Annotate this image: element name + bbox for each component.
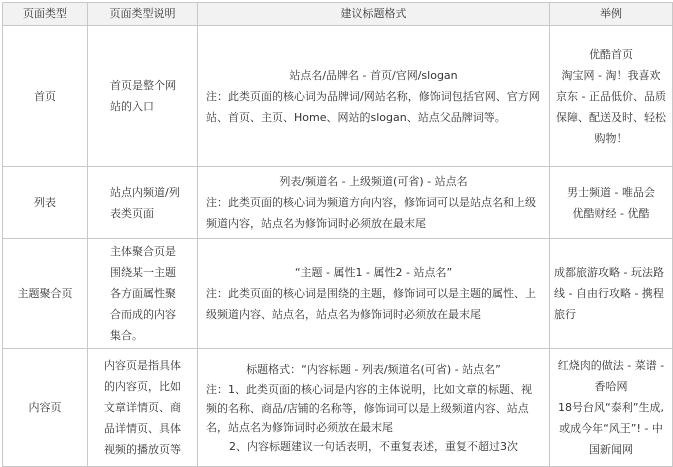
title-format-table [2, 2, 673, 467]
format-line: 标题格式：“内容标题 - 列表/频道名(可省) - 站点名” [246, 363, 501, 376]
format-note: 注：此类页面的核心词是围绕的主题，修饰词可以是主题的属性、上级频道内容、站点名，站点名为修饰词时必须放在最末尾 [206, 287, 536, 321]
cell-type: 列表 [3, 167, 88, 239]
cell-desc: 主体聚合页是围绕某一主题各方面属性聚合而成的内容集合。 [88, 239, 198, 349]
table-row-content [3, 349, 673, 467]
cell-format [198, 239, 550, 349]
cell-example [550, 349, 673, 467]
format-note: 注：此类页面的核心词为品牌词/网站名称，修饰词包括官网、官方网站、首页、主页、Home、网站的slogan、站点父品牌词等。 [206, 89, 540, 124]
format-line: “主题 - 属性1 - 属性2 - 站点名” [294, 266, 453, 279]
example-line: 红烧肉的做法 - 菜谱 - 香哈网 [557, 359, 665, 393]
cell-format [198, 167, 550, 239]
cell-type: 首页 [3, 26, 88, 167]
cell-example [550, 26, 673, 167]
format-line: 站点名/品牌名 - 首页/官网/slogan [289, 68, 458, 82]
cell-example: 成都旅游攻略 - 玩法路线 - 自由行攻略 - 携程旅行 [550, 239, 673, 349]
format-note: 注：1、此类页面的核心词是内容的主体说明，比如文章的标题、视频的名称、商品/店铺的名称等，修饰词可以是上级频道内容、站点名，站点名为修饰词时必须放在最末尾 [206, 383, 532, 434]
cell-format [198, 26, 550, 167]
example-line: 淘宝网 - 淘！我喜欢 [561, 68, 661, 82]
table-row-homepage [3, 26, 673, 167]
cell-format [198, 349, 550, 467]
table-header-row [3, 3, 673, 26]
format-line: 列表/频道名 - 上级频道(可省) - 站点名 [279, 175, 468, 188]
header-title-format: 建议标题格式 [198, 3, 550, 26]
format-note: 注：此类页面的核心词为频道方向内容，修饰词可以是站点名和上级频道内容，站点名为修饰词时必须放在最末尾 [206, 196, 536, 230]
cell-example [550, 167, 673, 239]
header-example: 举例 [550, 3, 673, 26]
example-line: 18号台风“泰利”生成,或成今年“风王”! - 中国新闻网 [558, 401, 664, 456]
table-row-list [3, 167, 673, 239]
example-line: 优酷财经 - 优酷 [572, 206, 650, 220]
format-note: 2、内容标题建议一句话表明，不重复表述，重复不超过3次 [229, 440, 518, 453]
cell-desc: 内容页是指具体的内容页，比如文章详情页、商品详情页、具体视频的播放页等 [88, 349, 198, 467]
header-page-desc: 页面类型说明 [88, 3, 198, 26]
cell-type: 内容页 [3, 349, 88, 467]
example-line: 优酷首页 [589, 47, 633, 61]
table-row-topic [3, 239, 673, 349]
header-page-type: 页面类型 [3, 3, 88, 26]
cell-desc: 站点内频道/列表类页面 [88, 167, 198, 239]
example-line: 男士频道 - 唯品会 [567, 185, 655, 199]
cell-type: 主题聚合页 [3, 239, 88, 349]
cell-desc: 首页是整个网站的入口 [88, 26, 198, 167]
example-line: 京东 - 正品低价、品质保障、配送及时、轻松购物！ [556, 89, 666, 145]
